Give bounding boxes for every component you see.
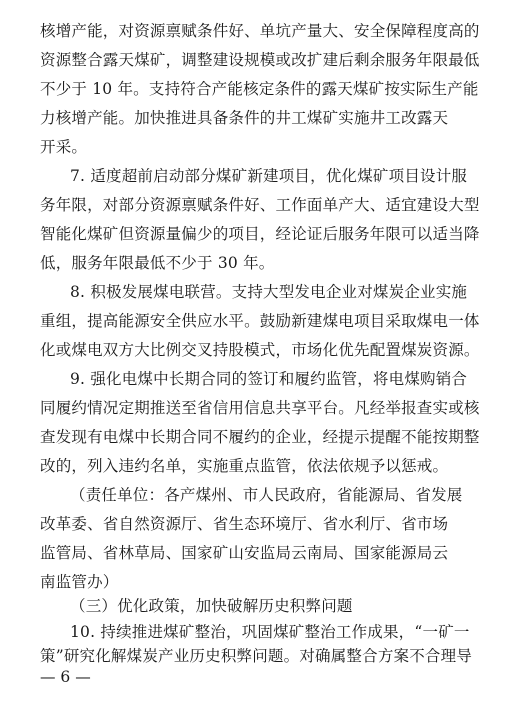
text-line: 7. 适度超前启动部分煤矿新建项目，优化煤矿项目设计服: [70, 167, 468, 185]
text-line: 资源整合露天煤矿，调整建设规模或改扩建后剩余服务年限最低: [40, 51, 480, 69]
text-line: 8. 积极发展煤电联营。支持大型发电企业对煤炭企业实施: [70, 283, 468, 301]
section-heading: （三）优化政策，加快破解历史积弊问题: [70, 597, 353, 615]
text-line: 南监管办）: [40, 573, 119, 591]
page-number: — 6 —: [40, 668, 91, 686]
text-line: 监管局、省林草局、国家矿山安监局云南局、国家能源局云: [40, 544, 449, 562]
text-line: 策”研究化解煤炭产业历史积弊问题。对确属整合方案不合理导: [40, 647, 473, 665]
text-line: 10. 持续推进煤矿整治，巩固煤矿整治工作成果，“一矿一: [70, 623, 470, 641]
text-line: 务年限，对部分资源禀赋条件好、工作面单产大、适宜建设大型: [40, 196, 480, 214]
text-line: 力核增产能。加快推进具备条件的井工煤矿实施井工改露天: [40, 109, 449, 127]
text-line: 查发现有电煤中长期合同不履约的企业，经提示提醒不能按期整: [40, 428, 480, 446]
text-line: 不少于 10 年。支持符合产能核定条件的露天煤矿按实际生产能: [40, 80, 479, 98]
text-line: 低，服务年限最低不少于 30 年。: [40, 254, 275, 272]
text-line: 化或煤电双方大比例交叉持股模式，市场化优先配置煤炭资源。: [40, 341, 480, 359]
text-line: （责任单位：各产煤州、市人民政府，省能源局、省发展: [70, 486, 463, 504]
text-line: 智能化煤矿但资源量偏少的项目，经论证后服务年限可以适当降: [40, 225, 480, 243]
text-line: 9. 强化电煤中长期合同的签订和履约监管，将电煤购销合: [70, 370, 468, 388]
text-line: 开采。: [40, 138, 88, 156]
text-line: 改革委、省自然资源厅、省生态环境厅、省水利厅、省市场: [40, 515, 449, 533]
text-line: 改的，列入违约名单，实施重点监管，依法依规予以惩戒。: [40, 457, 449, 475]
text-line: 同履约情况定期推送至省信用信息共享平台。凡经举报查实或核: [40, 399, 480, 417]
text-line: 重组，提高能源安全供应水平。鼓励新建煤电项目采取煤电一体: [40, 312, 480, 330]
text-line: 核增产能，对资源禀赋条件好、单坑产量大、安全保障程度高的: [40, 22, 480, 40]
